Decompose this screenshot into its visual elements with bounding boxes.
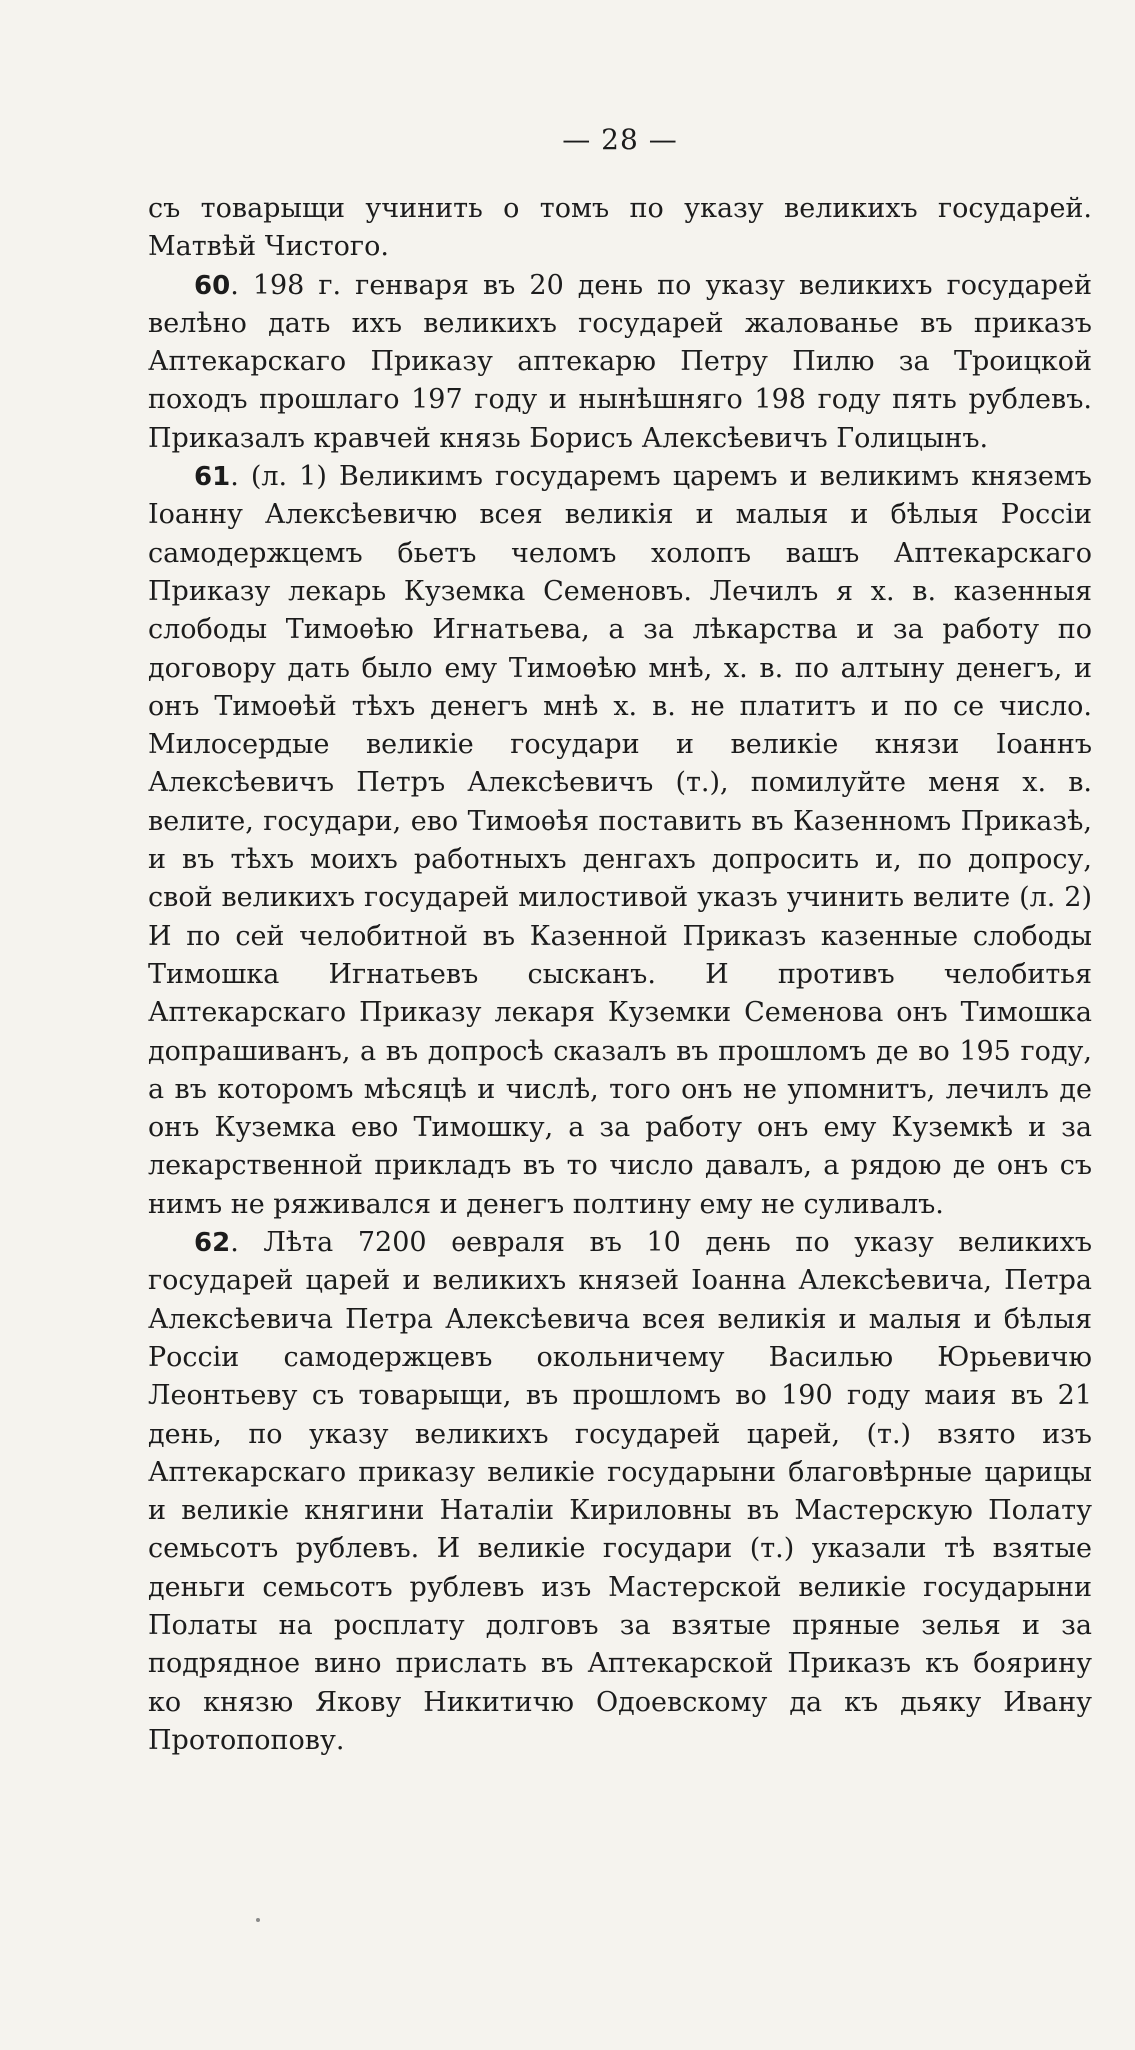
continuation-paragraph: съ товарыщи учинить о томъ по указу великихъ государей. Матвѣй Чистого. [148,193,1092,263]
entry-text: . (л. 1) Великимъ государемъ царемъ и великимъ княземъ Іоанну Алексѣевичю всея великія и малыя и бѣлыя Россіи самодержцемъ бьетъ челомъ холопъ вашъ Аптекарскаго Приказу лекарь Куземка Семеновъ. Лечилъ я х. в. казенныя слободы Тимоѳѣю Игнатьева, а за лѣкарства и за работу по договору дать было ему Тимоѳѣю мнѣ, х. в. по алтыну денегъ, и онъ Тимоѳѣй тѣхъ денегъ мнѣ х. в. не платитъ и по се число. Милосердые великіе государи и великіе князи Іоаннъ Алексѣевичъ Петръ Алексѣевичъ (т.), помилуйте меня х. в. велите, государи, ево Тимоѳѣя поставить въ Казенномъ Приказѣ, и въ тѣхъ моихъ работныхъ денгахъ допросить и, по допросу, свой великихъ государей милостивой указъ учинить велите (л. 2) И по сей челобитной въ Казенной Приказъ казенные слободы Тимошка Игнатьевъ сысканъ. И противъ челобитья Аптекарскаго Приказу лекаря Куземки Семенова онъ Тимошка допрашиванъ, а въ допросѣ сказалъ въ прошломъ де во 195 году, а въ которомъ мѣсяцѣ и числѣ, того онъ не упомнитъ, лечилъ де онъ Куземка ево Тимошку, а за работу онъ ему Куземкѣ и за лекарственной прикладъ въ то число давалъ, а рядою де онъ съ нимъ не ряживался и денегъ полтину ему не суливалъ. [148,461,1092,1220]
paper-speck [256,1918,260,1922]
page-number: — 28 — [562,123,678,156]
entry-text: . 198 г. генваря въ 20 день по указу великихъ государей велѣно дать ихъ великихъ государей жалованье въ приказъ Аптекарскаго Приказу аптекарю Петру Пилю за Троицкой походъ прошлаго 197 году и нынѣшняго 198 году пять рублевъ. Приказалъ кравчей князь Борисъ Алексѣевичъ Голицынъ. [148,269,1092,454]
document-page [148,118,1092,1760]
entry-number: 60 [194,270,231,301]
entry-number: 61 [194,462,231,493]
entry-number: 62 [194,1228,231,1259]
entry-text: . Лѣта 7200 ѳевраля въ 10 день по указу великихъ государей царей и великихъ князей Іоанна Алексѣевича, Петра Алексѣевича Петра Алексѣевича всея великія и малыя и бѣлыя Россіи самодержцевъ окольничему Василью Юрьевичю Леонтьеву съ товарыщи, въ прошломъ во 190 году маия въ 21 день, по указу великихъ государей царей, (т.) взято изъ Аптекарскаго приказу великіе государыни благовѣрные царицы и великіе княгини Наталіи Кириловны въ Мастерскую Полату семьсотъ рублевъ. И великіе государи (т.) указали тѣ взятые деньги семьсотъ рублевъ изъ Мастерской великіе государыни Полаты на росплату долговъ за взятые пряные зелья и за подрядное вино прислать въ Аптекарской Приказъ къ боярину ко князю Якову Никитичю Одоевскому да къ дьяку Ивану Протопопову. [148,1227,1092,1756]
entry-paragraph [148,1224,1092,1760]
entry-paragraph [148,267,1092,458]
entry-paragraph [148,458,1092,1224]
